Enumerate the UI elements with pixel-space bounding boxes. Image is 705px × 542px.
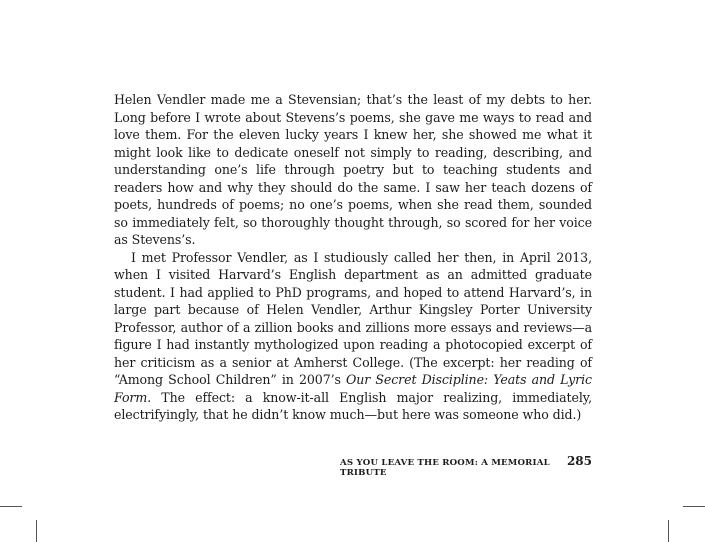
crop-mark-bottom-left [0,506,22,507]
body-text [114,91,592,424]
crop-mark-right [668,520,669,542]
crop-mark-left [36,520,37,542]
book-title: Our Secret Discipline: Yeats and Lyric Form [114,372,592,405]
paragraph-2 [114,249,592,424]
page-number: 285 [566,454,592,468]
running-head: AS YOU LEAVE THE ROOM: A MEMORIAL TRIBUTE [340,458,550,478]
paragraph-1-text: Helen Vendler made me a Stevensian; that’s the least of my debts to her. Long before I wrote about Stevens’s poems, she gave me ways to read and love them. For the eleven lucky years I knew her, she showed me what it might look like to dedicate oneself not simply to reading, describing, and understanding one’s life through poetry but to teaching students and readers how and why they should do the same. I saw her teach dozens of poets, hundreds of poems; no one’s poems, when she read them, sounded so immediately felt, so thoroughly thought through, so scored for her voice as Stevens’s. [114,92,592,247]
paragraph-2-text-end: . The effect: a know-it-all English major realizing, immediately, electrifyingly, that he didn’t know much—but here was someone who did.) [114,389,592,422]
paragraph-1 [114,91,592,249]
page-footer [340,454,592,478]
paragraph-2-text-start: I met Professor Vendler, as I studiously called her then, in April 2013, when I visited Harvard’s English department as an admitted graduate student. I had applied to PhD programs, and hoped to attend Harvard’s, in large part because of Helen Vendler, Arthur Kingsley Porter University Professor, author of a zillion books and zillions more essays and reviews—a figure I had instantly mythologized upon reading a photocopied excerpt of her criticism as a senior at Amherst College. (The excerpt: her reading of “Among School Children” in 2007’s [114,249,592,387]
crop-mark-bottom-right [683,506,705,507]
